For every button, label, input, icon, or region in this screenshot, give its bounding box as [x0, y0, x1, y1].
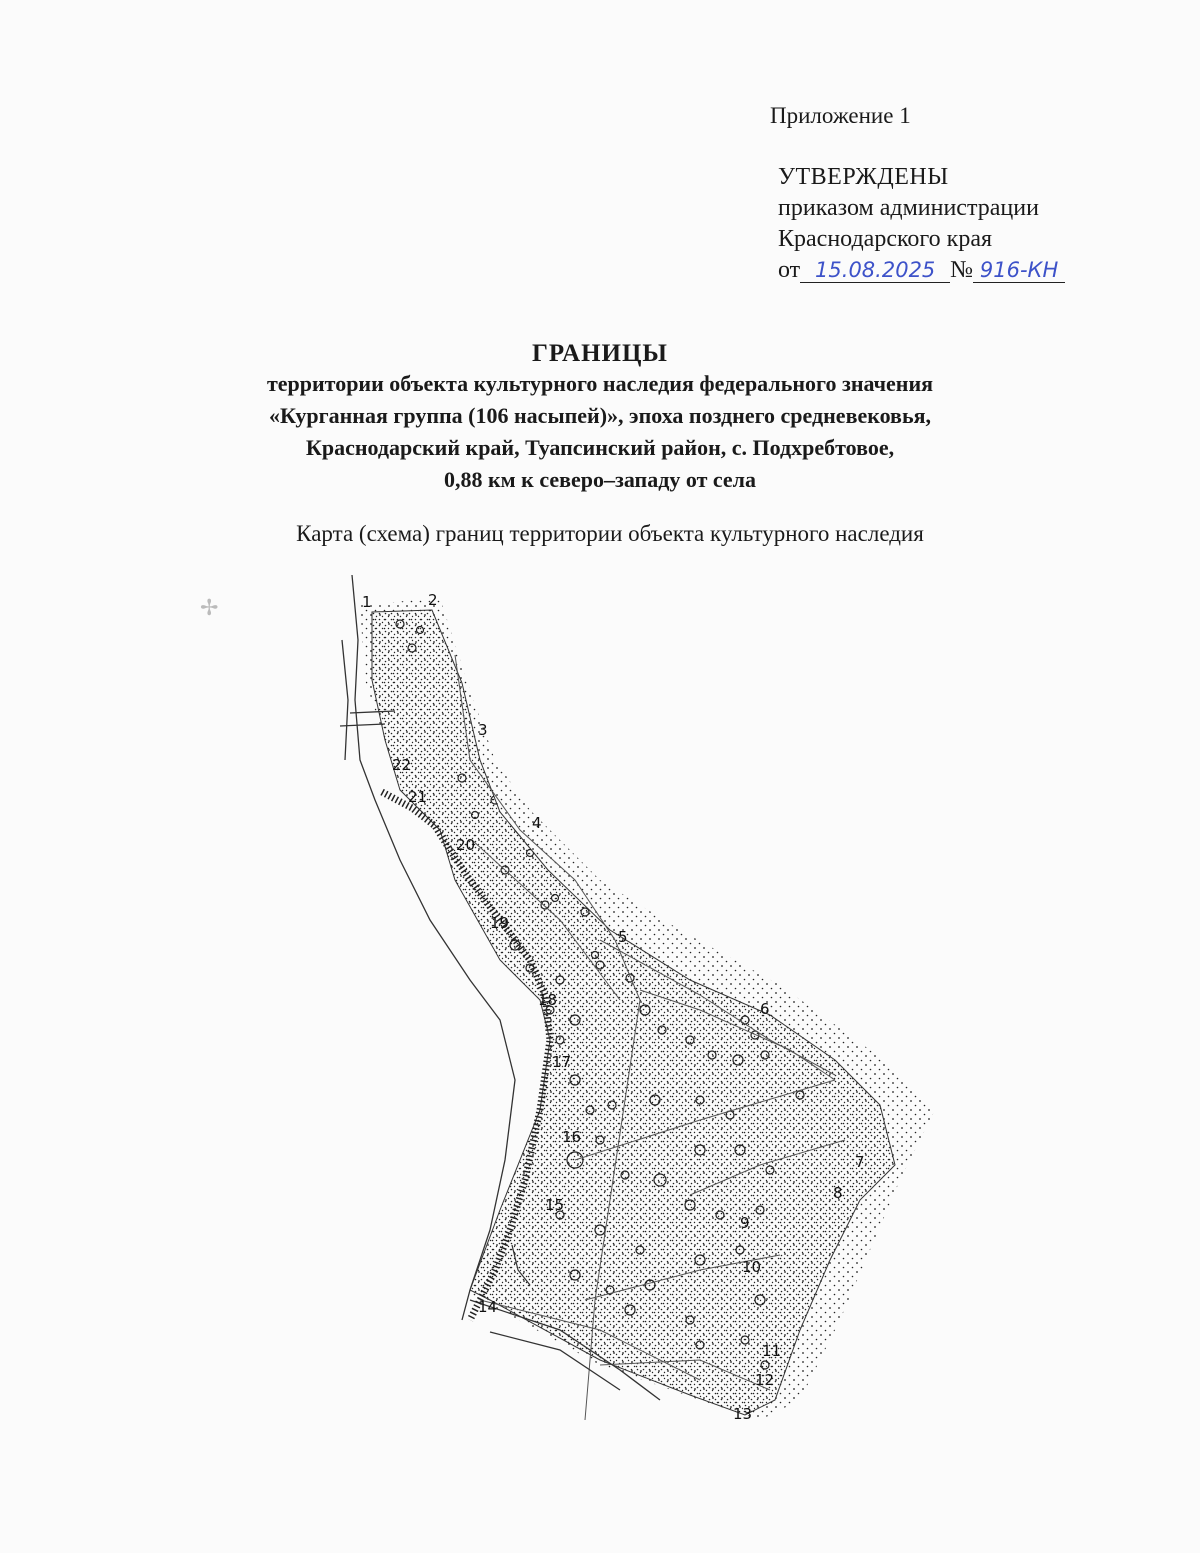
approval-number: 916-КН — [973, 258, 1065, 283]
approved-by-line: приказом администрации — [778, 195, 1039, 221]
point-label-10: 10 — [742, 1258, 762, 1276]
point-label-11: 11 — [762, 1342, 782, 1360]
point-label-15: 15 — [545, 1196, 565, 1214]
point-label-19: 19 — [490, 914, 510, 932]
title-line-4: 0,88 км к северо–западу от села — [443, 467, 757, 492]
approved-region-line: Краснодарского края — [778, 226, 993, 252]
approved-heading: УТВЕРЖДЕНЫ — [778, 164, 949, 190]
point-label-22: 22 — [392, 756, 412, 774]
point-label-21: 21 — [408, 788, 428, 806]
point-label-12: 12 — [755, 1371, 775, 1389]
point-label-1: 1 — [362, 593, 372, 611]
point-label-3: 3 — [478, 721, 488, 739]
title-line-3: Краснодарский край, Туапсинский район, с. Подхребтовое, — [305, 435, 895, 460]
approval-date: 15.08.2025 — [800, 258, 950, 283]
title-line-2: «Курганная группа (106 насыпей)», эпоха позднего средневековья, — [269, 403, 931, 428]
document-title: ГРАНИЦЫ — [532, 340, 668, 367]
point-label-16: 16 — [562, 1128, 582, 1146]
point-label-17: 17 — [552, 1053, 572, 1071]
title-line-1: территории объекта культурного наследия федерального значения — [266, 371, 934, 396]
date-prefix: от — [778, 257, 801, 283]
number-prefix: № — [950, 257, 974, 283]
map-caption: Карта (схема) границ территории объекта культурного наследия — [296, 521, 924, 546]
point-label-20: 20 — [456, 836, 476, 854]
point-label-14: 14 — [478, 1298, 498, 1316]
point-label-7: 7 — [855, 1153, 865, 1171]
stray-mark: ✢ — [200, 596, 219, 621]
point-label-2: 2 — [428, 591, 438, 609]
point-label-4: 4 — [532, 814, 542, 832]
point-label-18: 18 — [538, 991, 558, 1009]
point-label-9: 9 — [740, 1214, 750, 1232]
point-label-6: 6 — [760, 1000, 770, 1018]
point-label-13: 13 — [733, 1405, 753, 1423]
point-label-5: 5 — [618, 928, 628, 946]
appendix-label: Приложение 1 — [770, 103, 911, 128]
point-label-8: 8 — [833, 1184, 843, 1202]
